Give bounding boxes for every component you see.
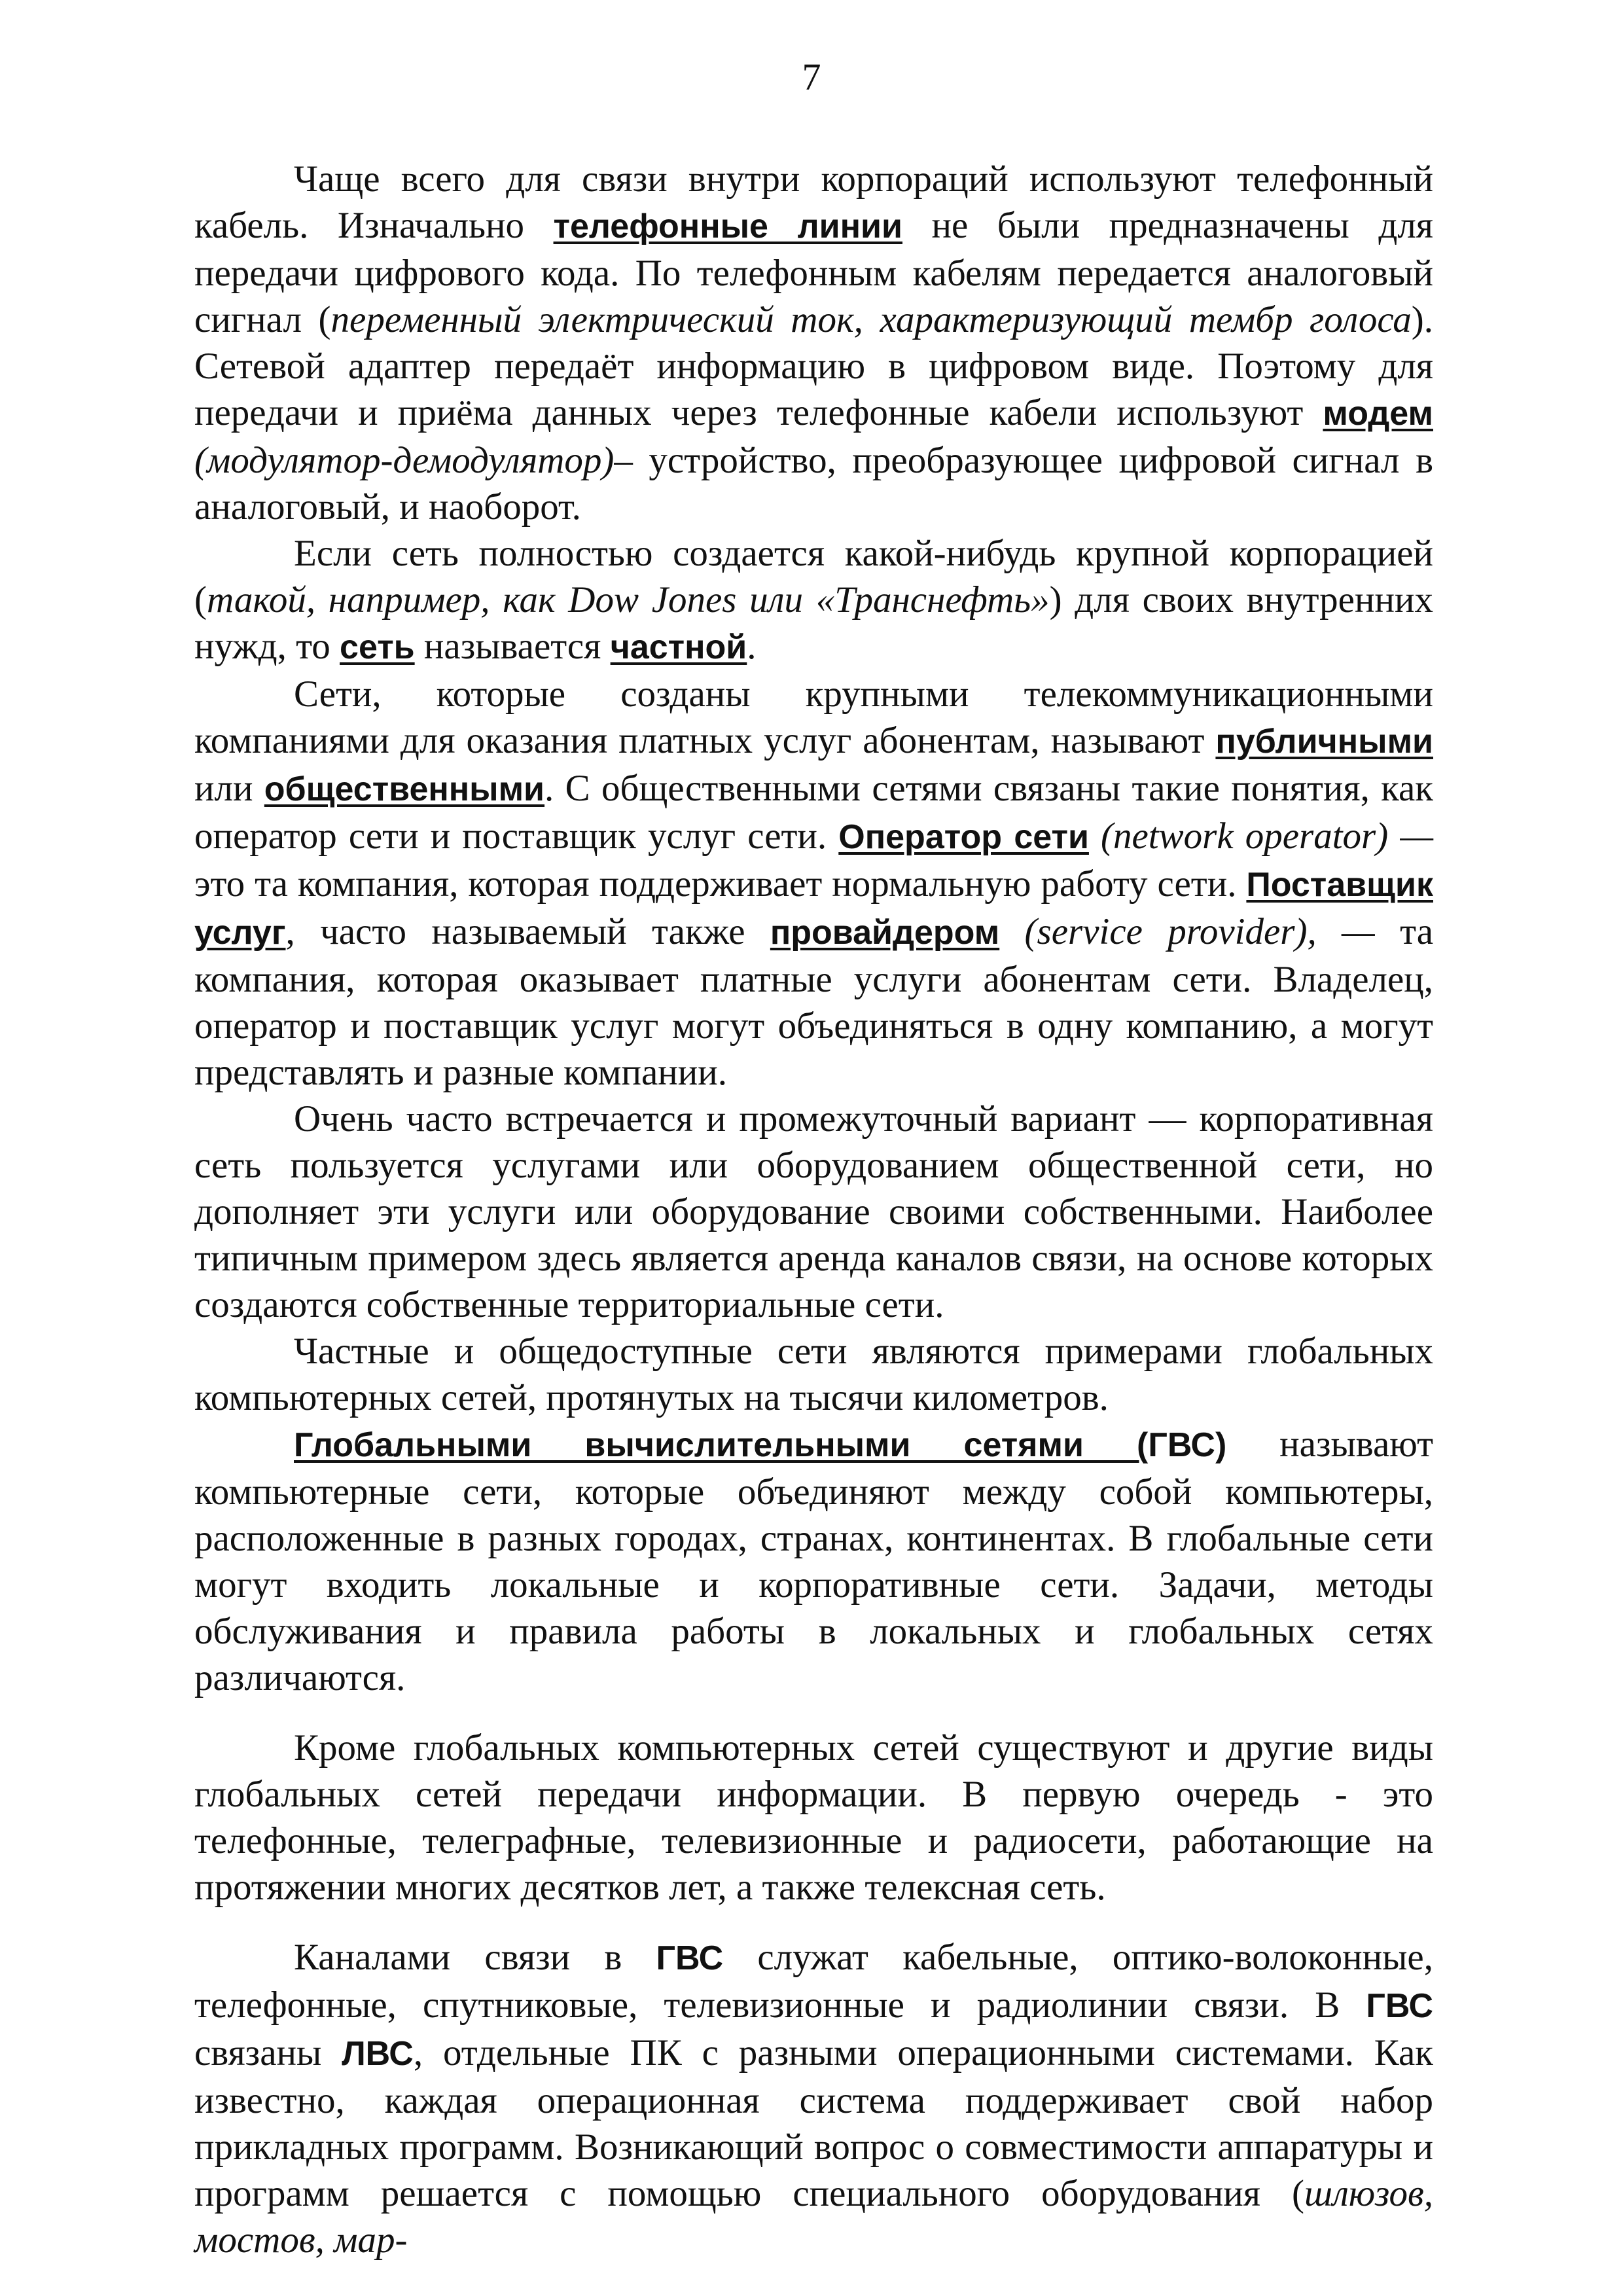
paragraph-3: Сети, которые созданы крупными телекоммуникационными компаниями для оказания платных услуг абонентам, называют публичными или общественными. С общественными сетями связаны такие понятия, как оператор сети и поставщик услуг сети. Оператор сети (network operator) — это та компания, которая поддерживает нормальную работу сети. Поставщик услуг, часто называемый также провайдером (service provider), — та компания, которая оказывает платные услуги абонентам сети. Владелец, оператор и поставщик услуг могут объединяться в одну компанию, а могут представлять и разные компании. [194,673,1434,1093]
term-network: сеть [340,628,415,666]
term-private: частной [610,628,747,666]
term-provider: провайдером [770,914,1000,952]
paragraph-8: Каналами связи в ГВС служат кабельные, оптико-волоконные, телефонные, спутниковые, телевизионные и радиолинии связи. В ГВС связаны ЛВС, отдельные ПК с разными операционными системами. Как известно, каждая операционная система поддерживает свой набор прикладных программ. Возникающий вопрос о совместимости аппаратуры и программ решается с помощью специального оборудования (шлюзов, мостов, мар- [194,1937,1433,2261]
term-modem: модем [1323,395,1433,433]
spacer [194,1701,1433,1725]
term-telephone-lines: телефонные линии [553,207,902,245]
paragraph-6: Глобальными вычислительными сетями (ГВС) называют компьютерные сети, которые объединяют между собой компьютеры, расположенные в разных городах, странах, континентах. В глобальные сети могут входить локальные и корпоративные сети. Задачи, методы обслуживания и правила работы в локальных и глобальных сетях различаются. [194,1424,1433,1698]
term-common: общественными [264,770,545,808]
page-number: 7 [802,56,821,98]
paragraph-1: Чаще всего для связи внутри корпораций используют телефонный кабель. Изначально телефонные линии не были предназначены для передачи цифрового кода. По телефонным кабелям передается аналоговый сигнал (переменный электрический ток, характеризующий тембр голоса). Сетевой адаптер передаёт информацию в цифровом виде. Поэтому для передачи и приёма данных через телефонные кабели используют модем (модулятор-демодулятор)– устройство, преобразующее цифровой сигнал в аналоговый, и наоборот. [194,158,1433,528]
paragraph-5: Частные и общедоступные сети являются примерами глобальных компьютерных сетей, протянутых на тысячи километров. [194,1331,1433,1418]
paragraph-4: Очень часто встречается и промежуточный вариант — корпоративная сеть пользуется услугами или оборудованием общественной сети, но дополняет эти услуги или оборудование своими собственными. Наиболее типичным примером здесь является аренда каналов связи, на основе которых создаются собственные территориальные сети. [194,1098,1433,1325]
paragraph-7: Кроме глобальных компьютерных сетей существуют и другие виды глобальных сетей передачи информации. В первую очередь - это телефонные, телеграфные, телевизионные и радиосети, работающие на протяжении многих десятков лет, а также телексная сеть. [194,1727,1433,1908]
term-gvs: Глобальными вычислительными сетями ( [294,1426,1149,1464]
term-public: публичными [1215,723,1433,761]
term-network-operator: Оператор сети [838,818,1089,856]
paragraph-2: Если сеть полностью создается какой-нибудь крупной корпорацией (такой, например, как Dow Jones или «Транснефть») для своих внутренних нужд, то сеть называется частной. [194,533,1433,667]
body-text [194,156,1433,2263]
spacer [194,1910,1433,1934]
term-service-provider: Поставщик услуг [194,866,1433,952]
